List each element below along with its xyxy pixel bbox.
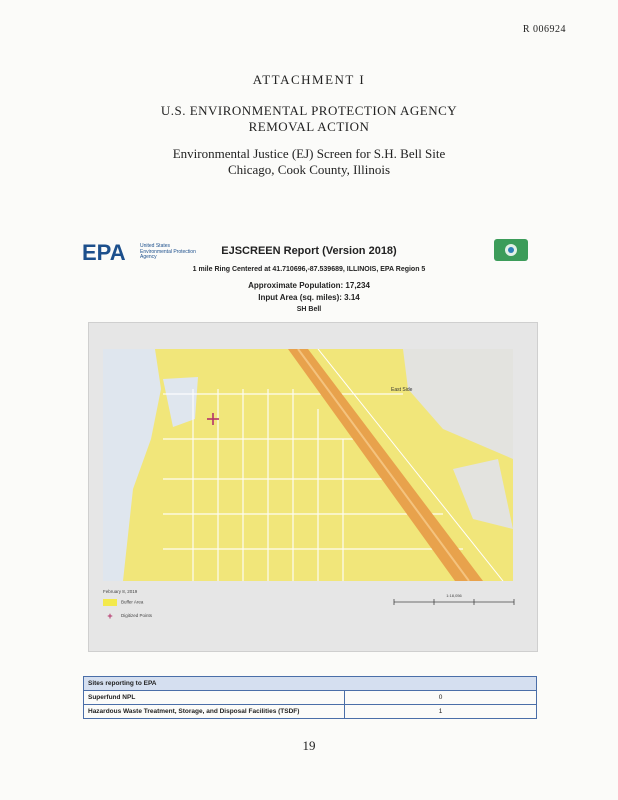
legend-buffer: Buffer Area xyxy=(103,599,143,606)
point-cross-icon: + xyxy=(107,611,113,621)
bates-number: R 006924 xyxy=(522,24,566,35)
agency-line-1: U.S. ENVIRONMENTAL PROTECTION AGENCY xyxy=(160,103,458,118)
map-scale-bar xyxy=(389,593,519,607)
row-label: Hazardous Waste Treatment, Storage, and Disposal Facilities (TSDF) xyxy=(84,705,345,719)
table-header: Sites reporting to EPA xyxy=(84,677,537,691)
report-site-name: SH Bell xyxy=(296,306,322,313)
table-header-row xyxy=(84,677,537,691)
page-number: 19 xyxy=(302,738,316,753)
agency-heading xyxy=(0,103,618,135)
epa-logo-mark: EPA xyxy=(82,240,126,265)
row-value: 1 xyxy=(345,705,537,719)
scale-graphic xyxy=(389,598,519,606)
table-row xyxy=(84,705,537,719)
buffer-map xyxy=(103,349,513,581)
map-panel xyxy=(88,322,538,652)
epa-logo-text: United States Environmental Protection Agency xyxy=(140,243,196,260)
report-ring: 1 mile Ring Centered at 41.710696,-87.539689, ILLINOIS, EPA Region 5 xyxy=(192,266,426,273)
report-area: Input Area (sq. miles): 3.14 xyxy=(258,293,360,302)
ej-line-2: Chicago, Cook County, Illinois xyxy=(227,162,391,177)
scale-ratio: 1:18,056 xyxy=(446,593,462,598)
table-row xyxy=(84,691,537,705)
ej-line-1: Environmental Justice (EJ) Screen for S.H. Bell Site xyxy=(172,146,446,161)
neighborhood-label: East Side xyxy=(391,387,413,393)
legend-title: February 8, 2019 xyxy=(103,589,138,594)
row-label: Superfund NPL xyxy=(84,691,345,705)
row-value: 0 xyxy=(345,691,537,705)
report-title: EJSCREEN Report (Version 2018) xyxy=(221,245,397,257)
ej-screen-heading xyxy=(0,146,618,178)
legend-point: + Digitized Points xyxy=(103,611,152,621)
agency-line-2: REMOVAL ACTION xyxy=(248,119,370,134)
attachment-title: ATTACHMENT I xyxy=(252,72,366,87)
report-population: Approximate Population: 17,234 xyxy=(248,281,370,290)
buffer-swatch xyxy=(103,599,117,606)
sites-table xyxy=(83,676,537,719)
